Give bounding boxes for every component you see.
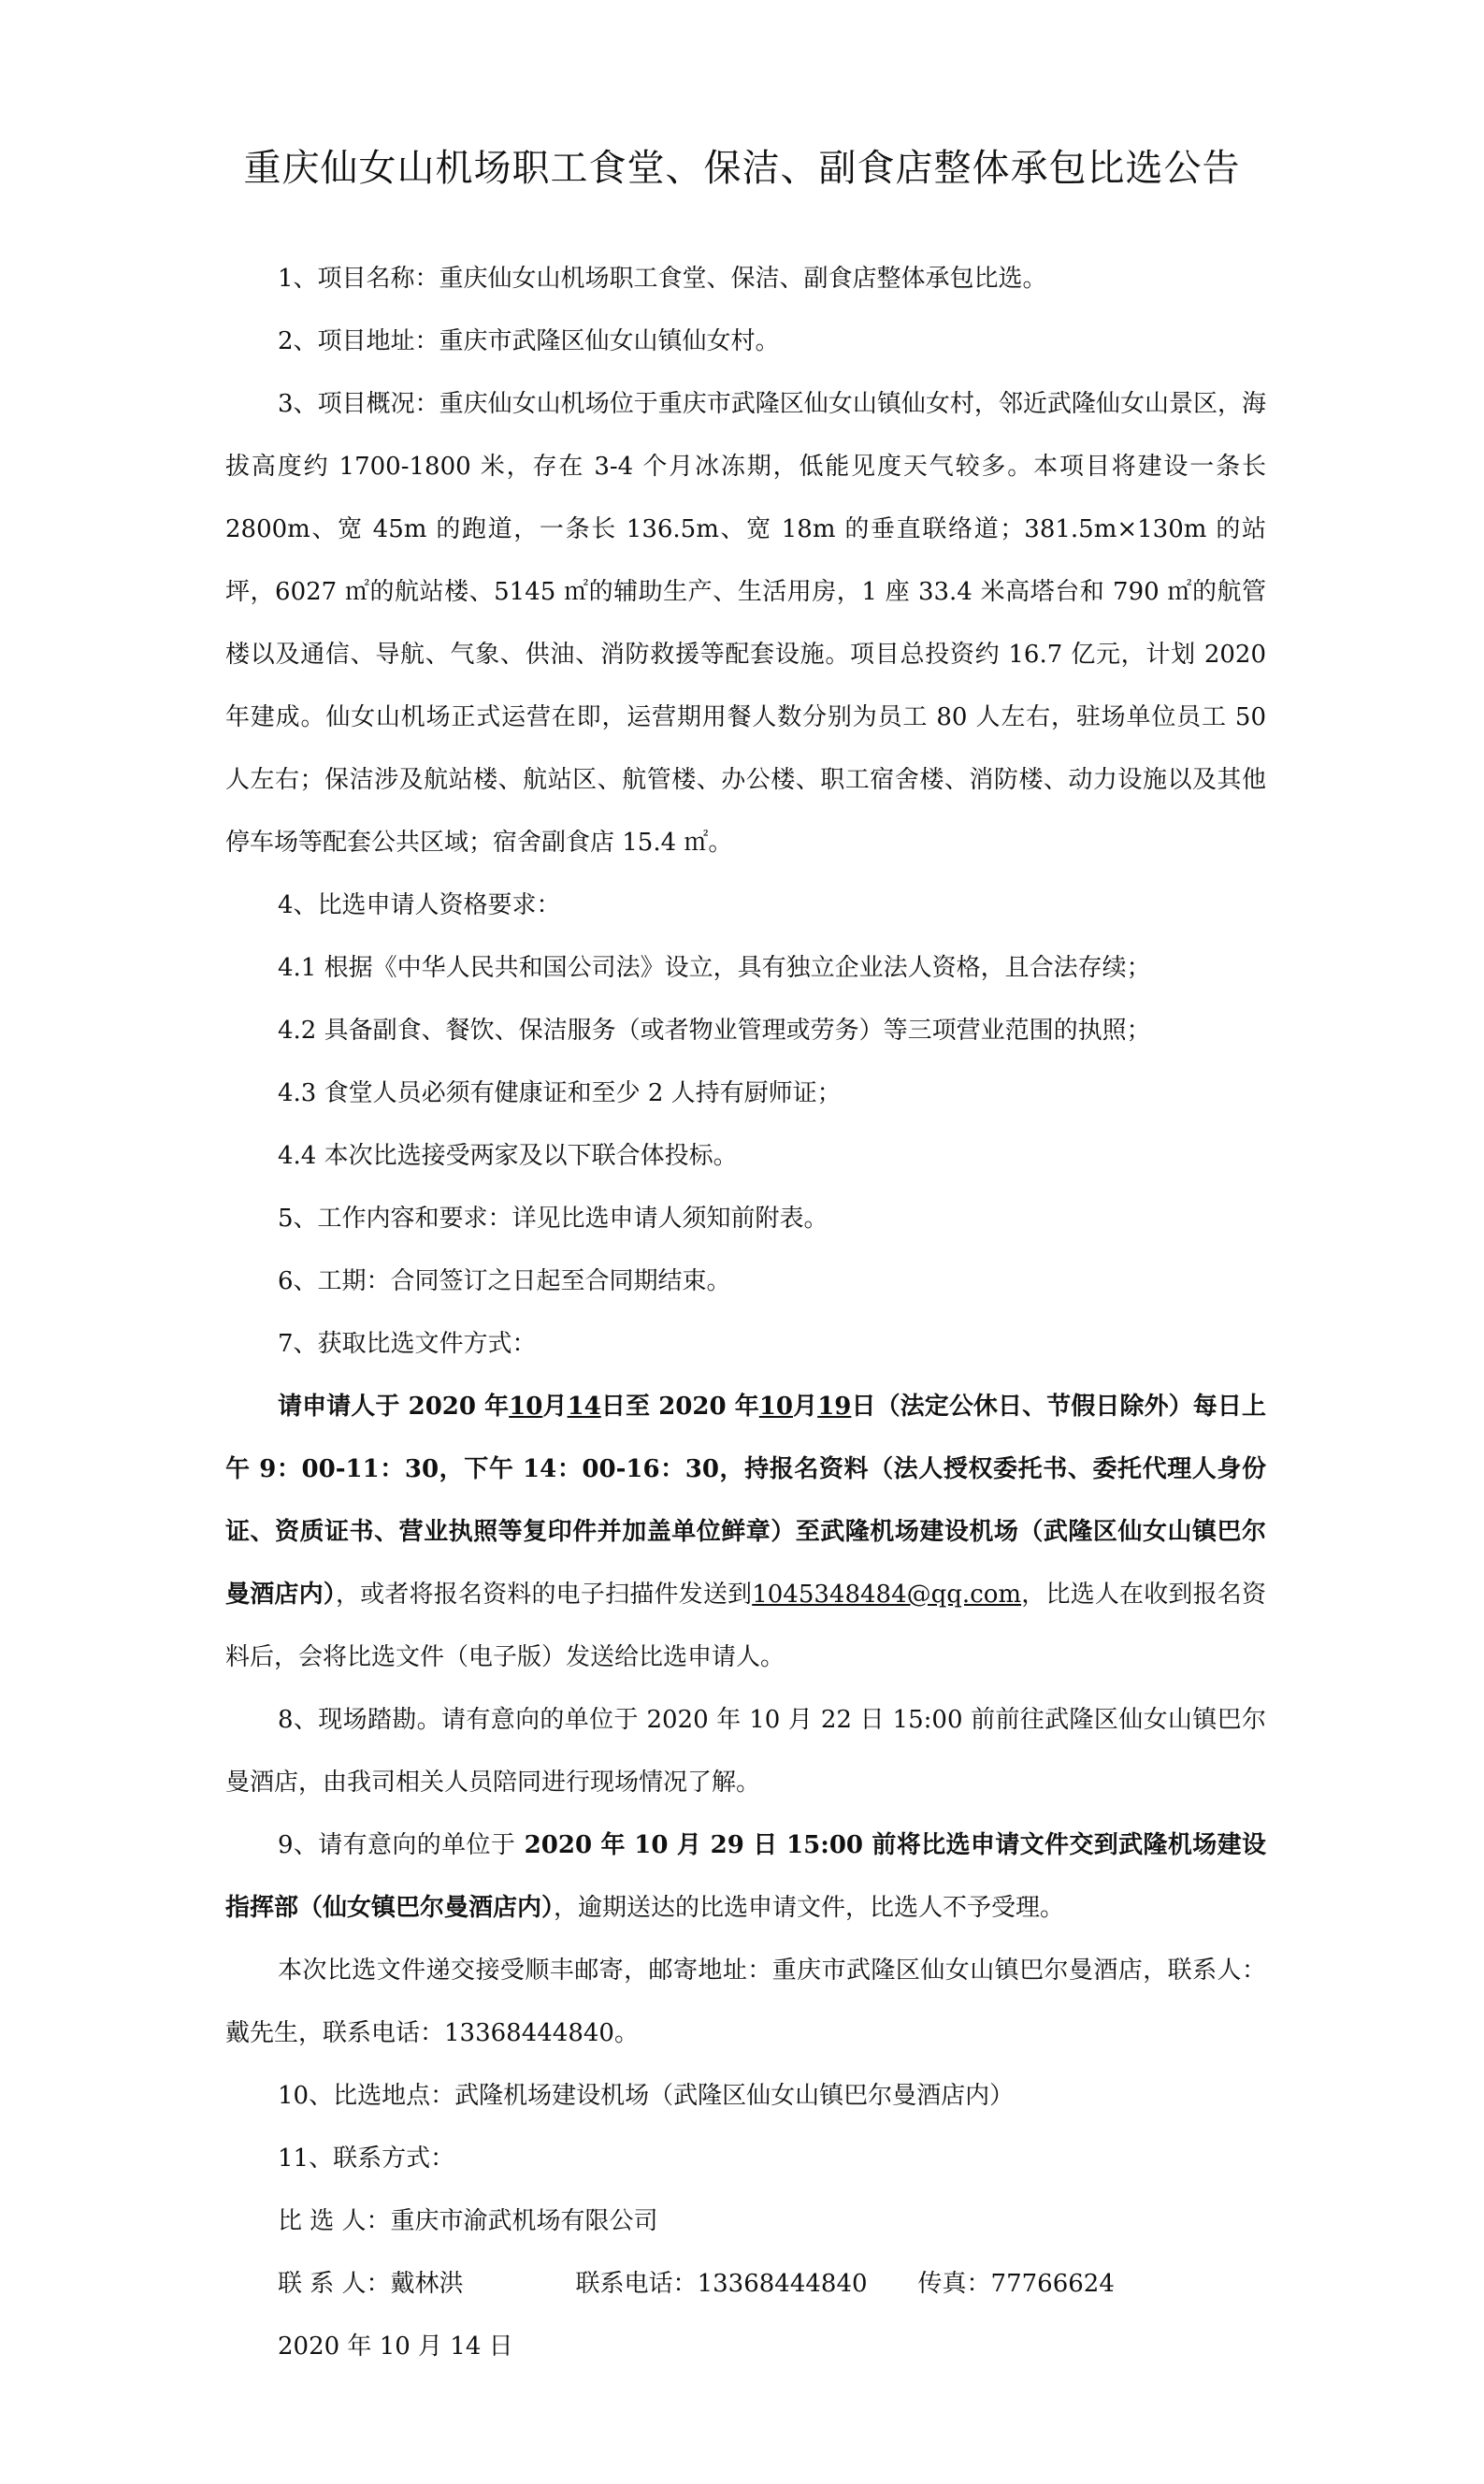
issue-date: 2020 年 10 月 14 日 [278,2332,513,2361]
item-obtain-heading: 7、获取比选文件方式： [278,1330,537,1358]
phone-label: 联系电话： [575,2270,698,2298]
item-site-visit: 8、现场踏勘。请有意向的单位于 2020 年 10 月 22 日 15:00 前前往武隆区仙女山镇巴尔曼酒店，由我司相关人员陪同进行现场情况了解。 [225,1706,1266,1797]
item-submission [225,1814,1266,1940]
item-contact-heading: 11、联系方式： [278,2145,455,2173]
item-location: 10、比选地点：武隆机场建设机场（武隆区仙女山镇巴尔曼酒店内） [278,2082,1015,2110]
item-work-content: 5、工作内容和要求：详见比选申请人须知前附表。 [278,1205,828,1233]
start-month: 10 [509,1393,543,1421]
qualification-4-2: 4.2 具备副食、餐饮、保洁服务（或者物业管理或劳务）等三项营业范围的执照； [278,1017,1151,1045]
obtain-text: 日（法定公休日、节假日除外）每日上午 9：00-11：30，下午 14：00-16：30，持报名资料（法人授权委托书、委托代理人身份证、资质证书、营业执照等复印件并加盖单位鲜章）至武隆机场建设机场（武隆区仙女山镇巴尔曼酒店内） [225,1393,1266,1609]
page-title: 重庆仙女山机场职工食堂、保洁、副食店整体承包比选公告 [243,147,1241,190]
obtain-text: 请申请人于 2020 年 [278,1393,510,1421]
qualification-4-1: 4.1 根据《中华人民共和国公司法》设立，具有独立企业法人资格，且合法存续； [278,954,1151,982]
obtain-text: ，比选人在收到报名资料后，会将比选文件（电子版）发送给比选申请人。 [225,1581,1266,1671]
contact-selector-line [225,2190,1266,2253]
selector-label: 比 选 人： [278,2207,391,2235]
qualification-4-4: 4.4 本次比选接受两家及以下联合体投标。 [278,1142,738,1170]
selector-name: 重庆市渝武机场有限公司 [390,2207,658,2235]
person-label: 联 系 人： [278,2270,391,2298]
fax-label: 传真： [917,2270,991,2298]
item-qualification-heading: 4、比选申请人资格要求： [278,891,561,919]
item-project-name: 1、项目名称：重庆仙女山机场职工食堂、保洁、副食店整体承包比选。 [278,265,1047,293]
end-day: 19 [817,1393,852,1421]
end-month: 10 [758,1393,793,1421]
item-obtain-details [225,1376,1266,1689]
submission-text: 9、请有意向的单位于 [278,1831,516,1859]
obtain-text: 月 [793,1393,818,1421]
contact-person-line [225,2253,1266,2316]
phone-number: 13368444840 [697,2270,868,2298]
person-name: 戴林洪 [390,2270,464,2298]
obtain-text: 月 [542,1393,568,1421]
item-duration: 6、工期：合同签订之日起至合同期结束。 [278,1267,731,1295]
obtain-text: ，或者将报名资料的电子扫描件发送到 [335,1581,753,1609]
start-day: 14 [567,1393,601,1421]
obtain-text: 日至 2020 年 [600,1393,759,1421]
document-body [225,248,1266,2378]
qualification-4-3: 4.3 食堂人员必须有健康证和至少 2 人持有厨师证； [278,1079,842,1107]
submission-deadline: 2020 年 10 月 29 日 15:00 前将比选申请文件交到武隆机场建设指挥部（仙女镇巴尔曼酒店内） [225,1831,1266,1922]
mail-note: 本次比选文件递交接受顺丰邮寄，邮寄地址：重庆市武隆区仙女山镇巴尔曼酒店，联系人：戴先生，联系电话：13368444840。 [225,1957,1266,2047]
fax-number: 77766624 [990,2270,1115,2298]
item-project-address: 2、项目地址：重庆市武隆区仙女山镇仙女村。 [278,327,780,355]
submission-text: ，逾期送达的比选申请文件，比选人不予受理。 [554,1894,1065,1922]
email-link[interactable]: 1045348484@qq.com [752,1581,1022,1609]
item-project-overview: 3、项目概况：重庆仙女山机场位于重庆市武隆区仙女山镇仙女村，邻近武隆仙女山景区，海拔高度约 1700-1800 米，存在 3-4 个月冰冻期，低能见度天气较多。本项目将建设一条长 2800m、宽 45m 的跑道，一条长 136.5m、宽 18m 的垂直联络道；381.5m×130m 的站坪，6027 ㎡的航站楼、5145 ㎡的辅助生产、生活用房，1 座 33.4 米高塔台和 790 ㎡的航管楼以及通信、导航、气象、供油、消防救援等配套设施。项目总投资约 16.7 亿元，计划 2020 年建成。仙女山机场正式运营在即，运营期用餐人数分别为员工 80 人左右，驻场单位员工 50 人左右；保洁涉及航站楼、航站区、航管楼、办公楼、职工宿舍楼、消防楼、动力设施以及其他停车场等配套公共区域；宿舍副食店 15.4 ㎡。 [225,390,1266,857]
